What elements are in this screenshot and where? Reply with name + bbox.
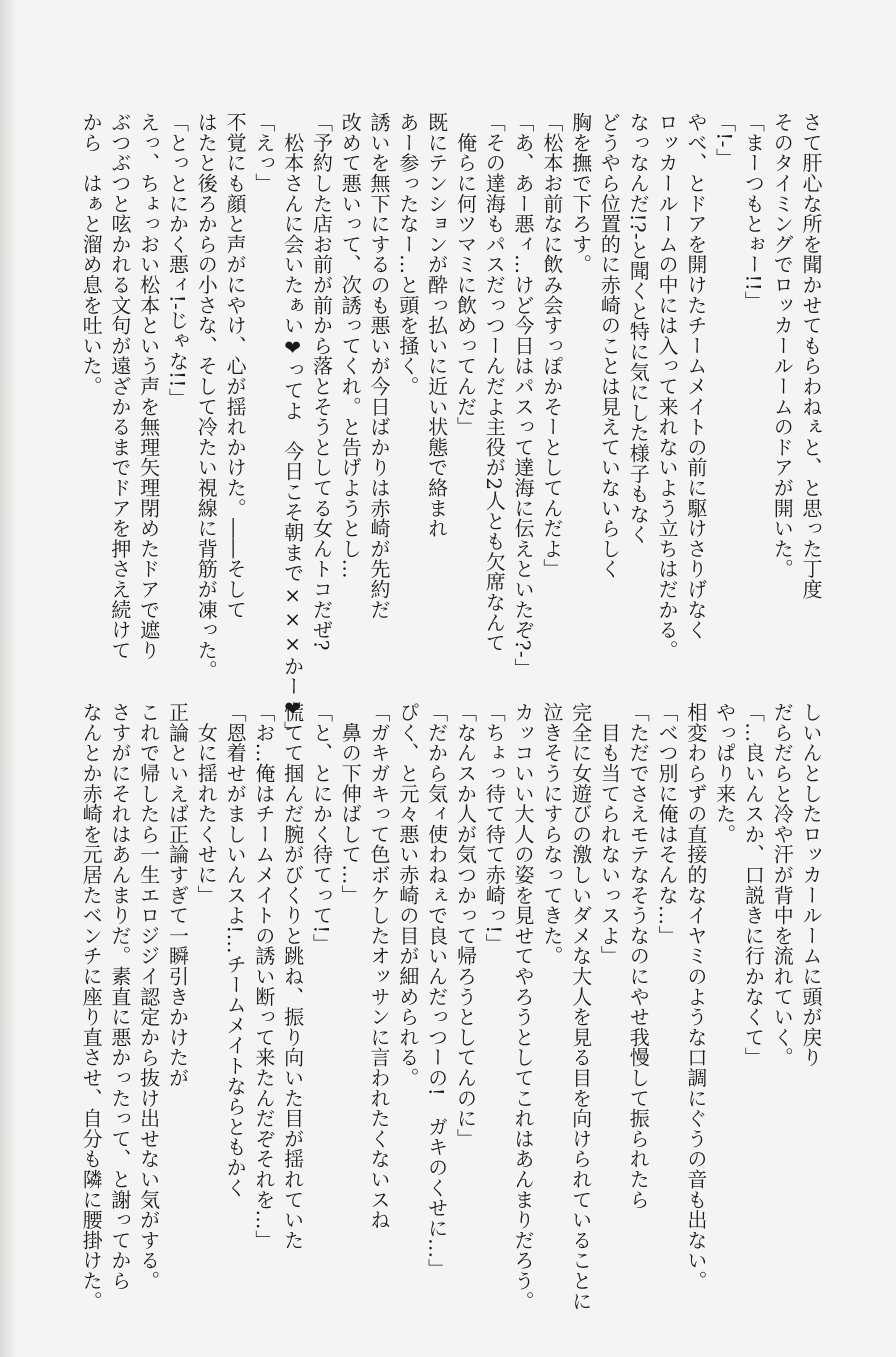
text-line: 「恩着せがましいんスよ!…チームメイトならともかく	[223, 702, 248, 1198]
text-line: そのタイミングでロッカールームのドアが開いた。	[770, 112, 795, 579]
text-line: 「…良いんスか、口説きに行かなくて」	[741, 702, 766, 1068]
text-line: 「だから気ィ使わねぇで良いんだっつーの! ガキのくせに…」	[424, 702, 449, 1279]
text-line: これで帰したら一生エロジジイ認定から抜け出せない気がする。	[136, 702, 161, 1291]
text-line: 「ただでさえモテなそうなのにやせ我慢して振られたら	[626, 702, 651, 1210]
text-line: やっぱり来た。	[712, 702, 737, 845]
text-line: 「お…俺はチームメイトの誘い断って来たんだぞそれを…」	[251, 702, 276, 1251]
lower-text-block	[45, 702, 825, 1311]
text-line: ぶつぶつと呟かれる文句が遠ざかるまでドアを押さえ続けて	[107, 112, 132, 661]
text-line: 「!-」	[712, 112, 737, 168]
text-line: えっ、ちょっおい松本という声を無理矢理閉めたドアで遮り	[136, 112, 161, 661]
text-line: 目も当てられないっスよ」	[597, 702, 622, 966]
text-line: カッコいい大人の姿を見せてやろうとしてこれはあんまりだろう。	[511, 702, 536, 1311]
text-line: しいんとしたロッカールームに頭が戻り	[799, 702, 823, 1068]
text-line: 「予約した店お前が前から落とそうとしてる女んトコだぜ?	[309, 112, 334, 651]
text-line: 相変わらずの直接的なイヤミのような口調にぐうの音も出ない。	[683, 702, 708, 1291]
text-line: 誘いを無下にするのも悪いが今日ばかりは赤崎が先約だ	[367, 112, 392, 620]
text-line: 「その達海もパスだっつーんだよ主役が2人とも欠席なんて	[482, 112, 507, 653]
text-line: 女に揺れたくせに」	[194, 702, 219, 905]
text-line: 松本さんに会いたぁい❤ってよ 今日こそ朝まで×××かー❤」	[280, 112, 305, 741]
text-line: 完全に女遊びの激しいダメな大人を見る目を向けられていることに	[568, 702, 593, 1311]
text-line: 「とっとにかく悪ィ!-じゃな!!」	[165, 112, 190, 408]
text-line: から はぁと溜め息を吐いた。	[79, 112, 104, 397]
text-line: 「えっ」	[251, 112, 276, 194]
text-line: ぴく、と元々悪い赤崎の目が細められる。	[395, 702, 420, 1088]
text-line: 「なんスか人が気つかって帰ろうとしてんのに」	[453, 702, 478, 1149]
text-line: やべ、とドアを開けたチームメイトの前に駆けさりげなく	[683, 112, 708, 640]
text-line: 「と、とにかく待てって!」	[309, 702, 334, 954]
text-line: 既にテンションが酔っ払いに近い状態で絡まれ	[424, 112, 449, 539]
text-line: 「ガキガキって色ボケしたオッサンに言われたくないスね	[367, 702, 392, 1230]
text-line: 俺らに何ツマミに飲めってんだ」	[453, 112, 478, 437]
text-line: 胸を撫で下ろす。	[568, 112, 593, 275]
text-line: 正論といえば正論すぎて一瞬引きかけたが	[165, 702, 190, 1088]
text-line: さすがにそれはあんまりだ。素直に悪かったって、と謝ってから	[107, 702, 132, 1291]
text-line: だらだらと冷や汗が背中を流れていく。	[770, 702, 795, 1068]
text-line: どうやら位置的に赤崎のことは見えていないらしく	[597, 112, 622, 579]
text-line: 鼻の下伸ばして…」	[338, 702, 363, 905]
text-line: 「ちょっ待て待て赤崎っ!」	[482, 702, 507, 954]
text-line: 「まーつもとぉー!!」	[741, 112, 766, 312]
binding-shadow	[0, 0, 18, 1357]
text-line: 慌てて掴んだ腕がびくりと跳ね、振り向いた目が揺れていた	[280, 702, 305, 1251]
text-line: 不覚にも顔と声がにやけ、心が揺れかけた。――そして	[223, 112, 248, 620]
text-line: なっなんだ!?-と聞くと特に気にした様子もなく	[626, 112, 651, 545]
text-line: 泣きそうにすらなってきた。	[539, 702, 564, 966]
text-line: 「あ、あー悪ィ…けど今日はパスって達海に伝えといたぞ?-」	[511, 112, 536, 679]
text-line: あー参ったなー…と頭を掻く。	[395, 112, 420, 397]
text-line: 「松本お前なに飲み会すっぽかそーとしてんだよ」	[539, 112, 564, 579]
text-line: ロッカールームの中には入って来れないよう立ちはだかる。	[655, 112, 680, 661]
text-line: はたと後ろからの小さな、そして冷たい視線に背筋が凍った。	[194, 112, 219, 681]
text-line: なんとか赤崎を元居たベンチに座り直させ、自分も隣に腰掛けた。	[79, 702, 104, 1311]
upper-text-block	[45, 112, 825, 741]
text-line: 「べつ別に俺はそんな…」	[655, 702, 680, 946]
text-line: さて肝心な所を聞かせてもらわねぇと、と思った丁度	[799, 112, 823, 600]
text-line: 改めて悪いって、次誘ってくれ。と告げようとし…	[338, 112, 363, 579]
